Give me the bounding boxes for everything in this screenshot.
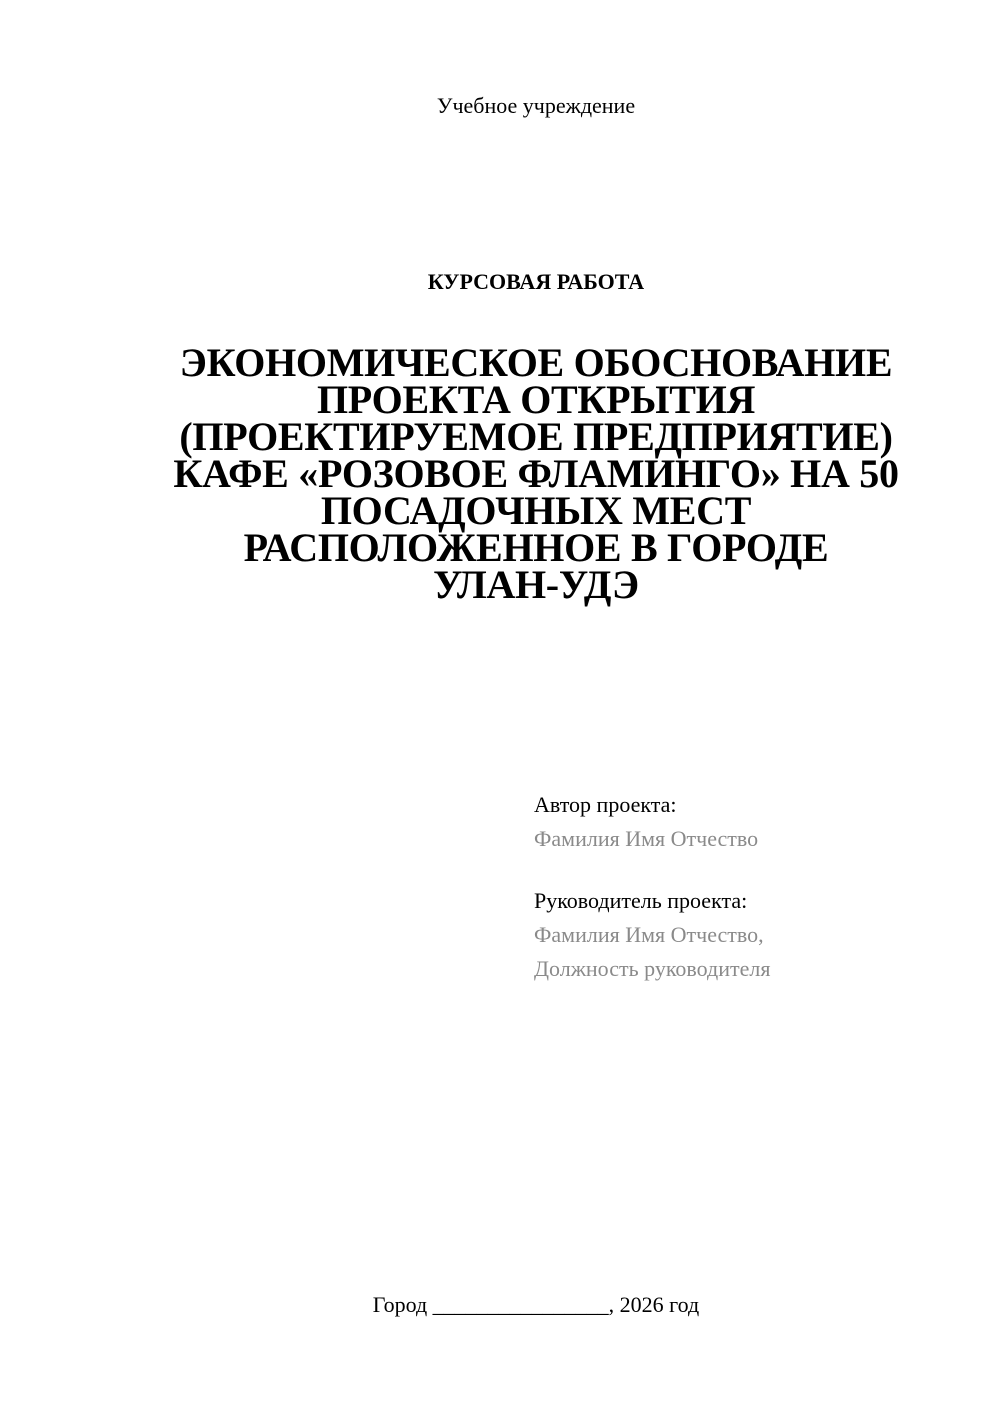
spacer [534,856,974,884]
supervisor-position: Должность руководителя [534,956,771,981]
title-line: ПОСАДОЧНЫХ МЕСТ [320,488,752,533]
project-people-block [534,788,974,986]
supervisor-label: Руководитель проекта: [534,888,748,913]
author-name: Фамилия Имя Отчество [534,826,759,851]
project-title [170,340,902,607]
supervisor-name: Фамилия Имя Отчество, [534,922,764,947]
title-line: РАСПОЛОЖЕННОЕ В ГОРОДЕ [243,525,829,570]
title-line: ПРОЕКТА ОТКРЫТИЯ [316,377,756,422]
title-line: ЭКОНОМИЧЕСКОЕ ОБОСНОВАНИЕ [179,340,893,385]
title-line: КАФЕ «РОЗОВОЕ ФЛАМИНГО» НА 50 [173,451,899,496]
city-year-line: Город ________________, 2026 год [372,1292,700,1317]
author-label: Автор проекта: [534,792,677,817]
institution-name: Учебное учреждение [436,93,636,118]
title-line: УЛАН-УДЭ [433,562,639,607]
title-line: (ПРОЕКТИРУЕМОЕ ПРЕДПРИЯТИЕ) [179,414,893,459]
work-type-heading: КУРСОВАЯ РАБОТА [427,269,645,294]
